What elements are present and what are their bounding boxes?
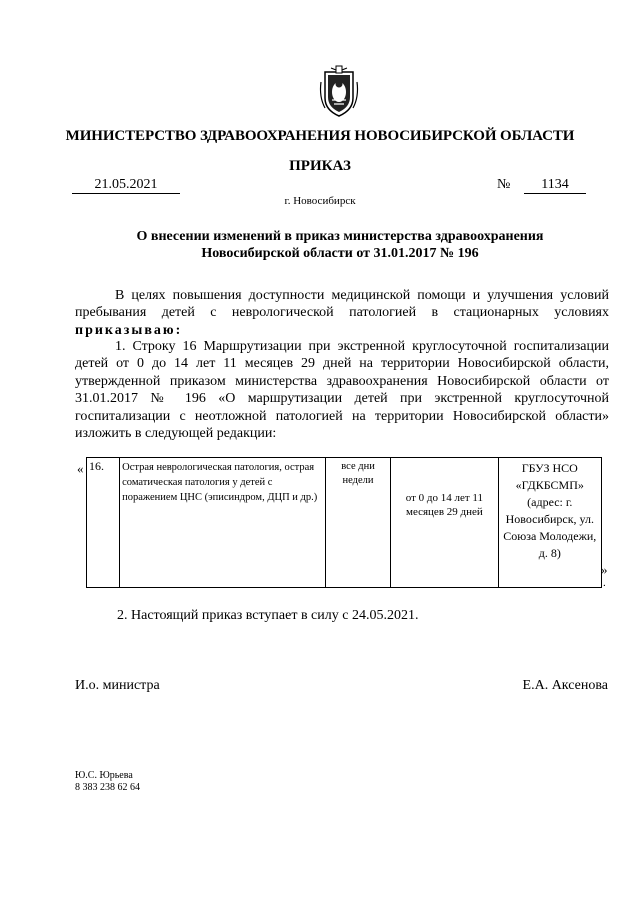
paragraph-preamble [75,287,609,339]
city: г. Новосибирск [284,195,356,207]
cell-schedule: все дни недели [325,458,390,588]
paragraph-1: 1. Строку 16 Маршрутизации при экстренной круглосуточной госпитализации детей от 0 до 14 лет 11 месяцев 29 дней на территории Новосибирской области, утвержденной приказом министерства здравоохранения Новосибирской области от 31.01.2017 № 196 «О маршрутизации детей при экстренной круглосуточной госпитализации с неотложной патологией на территории Новосибирской области» изложить в следующей редакции: [75,339,609,442]
table-row [87,458,602,588]
signatory-position: И.о. министра [75,678,160,693]
order-date: 21.05.2021 [72,176,180,194]
cell-hospital: ГБУЗ НСО «ГДКБСМП» (адрес: г. Новосибирск, ул. Союза Молодежи, д. 8) [498,458,601,588]
closing-dot: . [603,577,606,589]
preamble-text: В целях повышения доступности медицинской помощи и улучшения условий пребывания детей с неврологической патологией в стационарных условиях [75,288,609,321]
executor-name: Ю.С. Юрьева [75,770,133,781]
number-sign: № [497,177,511,192]
quote-open: « [77,461,84,476]
age-text: от 0 до 14 лет 11 месяцев 29 дней [405,492,484,518]
coat-of-arms-icon [317,62,361,118]
cell-age [391,458,498,588]
order-number: 1134 [524,176,586,194]
cell-pathology: Острая неврологическая патология, острая соматическая патология у детей с поражением ЦНС (эписиндром, ДЦП и др.) [120,458,326,588]
quote-close: » [601,562,608,577]
paragraph-2: 2. Настоящий приказ вступает в силу с 24.05.2021. [117,608,419,623]
signatory-name: Е.А. Аксенова [522,678,608,693]
executor-phone: 8 383 238 62 64 [75,782,140,793]
order-word: приказываю: [75,322,183,338]
ministry-title: МИНИСТЕРСТВО ЗДРАВООХРАНЕНИЯ НОВОСИБИРСКОЙ ОБЛАСТИ [65,128,575,144]
document-type: ПРИКАЗ [289,158,351,174]
cell-number: 16. [87,458,120,588]
order-subject: О внесении изменений в приказ министерства здравоохранения Новосибирской области от 31.01.2017 № 196 [136,229,544,261]
routing-table [86,457,602,588]
